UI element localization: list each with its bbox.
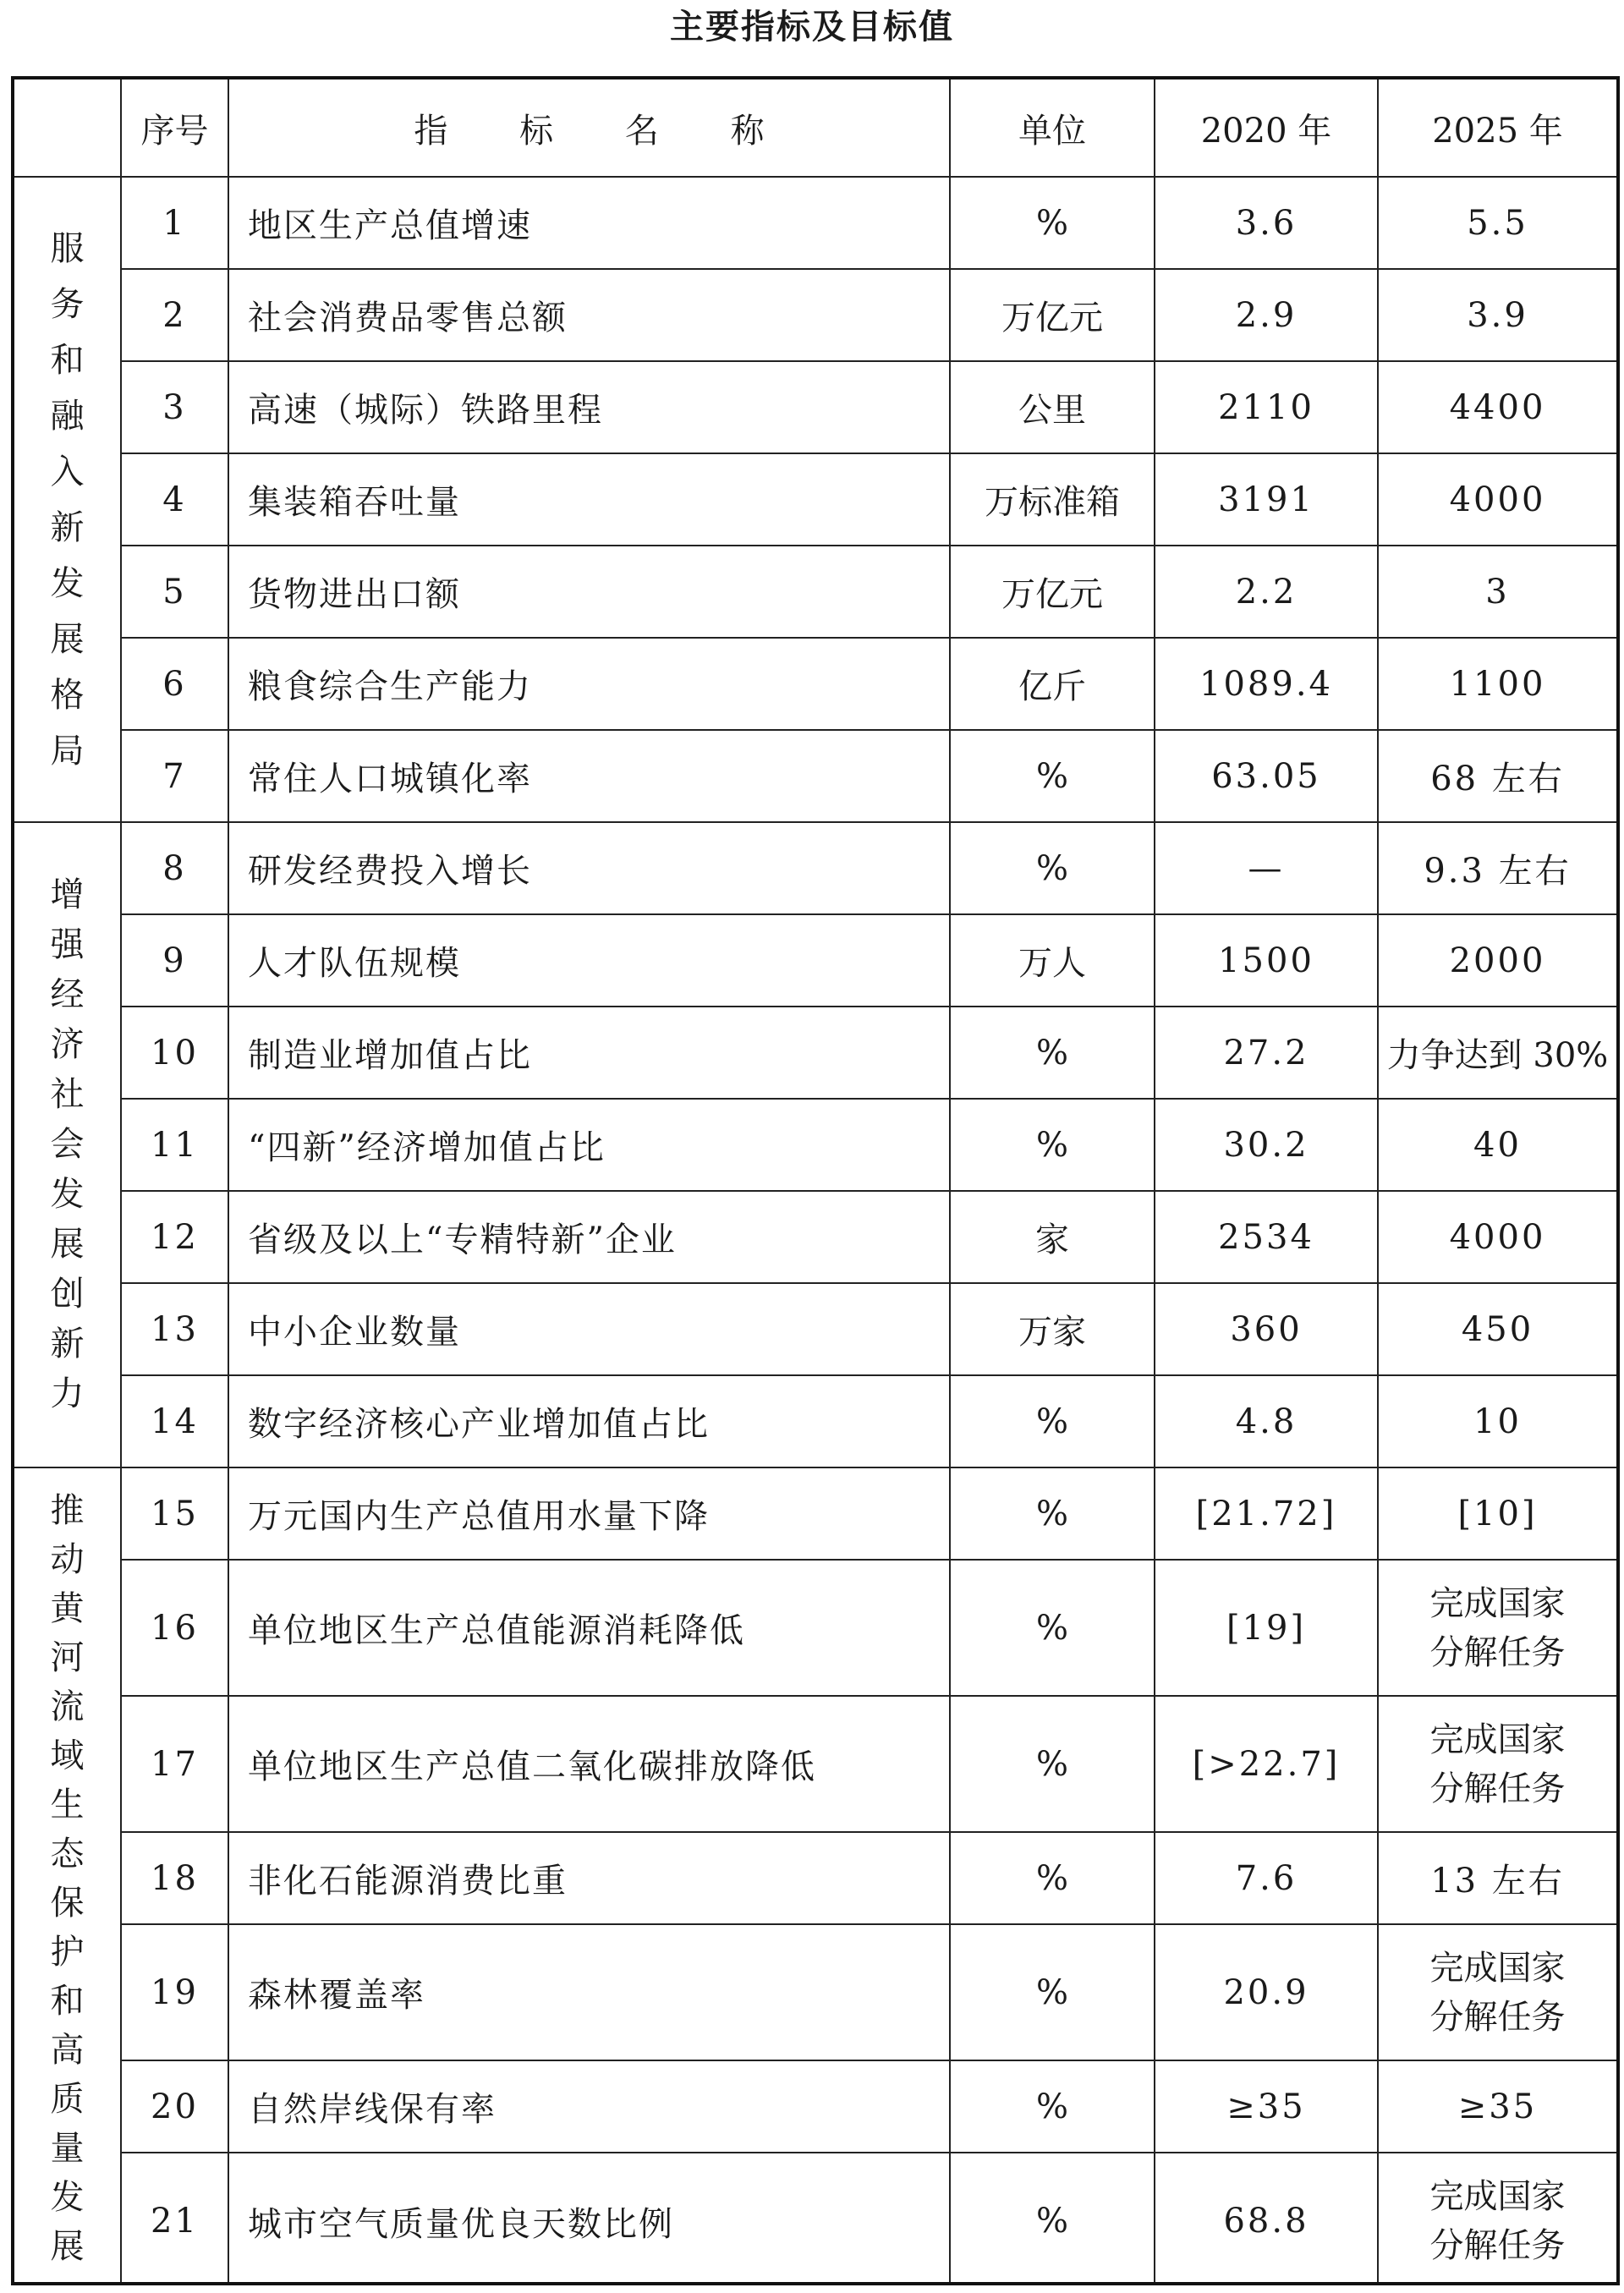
row-2020: ≥35 [1155,2060,1378,2153]
row-name: 粮食综合生产能力 [228,638,950,730]
row-seq: 7 [121,730,228,822]
row-unit: % [950,1696,1155,1832]
table-header-row [14,80,1616,177]
row-unit: % [950,1007,1155,1099]
row-2025: 1100 [1378,638,1616,730]
row-unit: 万亿元 [950,546,1155,638]
row-seq: 2 [121,269,228,361]
table-row [14,1696,1616,1832]
row-seq: 11 [121,1099,228,1191]
row-2025: 力争达到 30% [1378,1007,1616,1099]
row-2020: 2.9 [1155,269,1378,361]
row-2020: 3.6 [1155,177,1378,269]
table-row [14,914,1616,1007]
row-name: “四新”经济增加值占比 [228,1099,950,1191]
row-2020: 1089.4 [1155,638,1378,730]
row-name: 省级及以上“专精特新”企业 [228,1191,950,1283]
indicator-table [11,76,1620,2285]
row-unit: % [950,1832,1155,1924]
row-unit: 公里 [950,361,1155,453]
row-name: 自然岸线保有率 [228,2060,950,2153]
row-2025: 68 左右 [1378,730,1616,822]
row-2020: 4.8 [1155,1375,1378,1467]
header-category [14,80,121,177]
row-unit: 万亿元 [950,269,1155,361]
row-2020: 63.05 [1155,730,1378,822]
row-2025: 450 [1378,1283,1616,1375]
table-row [14,546,1616,638]
row-unit: 亿斤 [950,638,1155,730]
table-row [14,453,1616,546]
row-unit: % [950,2060,1155,2153]
row-2020: 68.8 [1155,2153,1378,2285]
row-seq: 3 [121,361,228,453]
row-2025: 5.5 [1378,177,1616,269]
row-name: 研发经费投入增长 [228,822,950,914]
row-seq: 14 [121,1375,228,1467]
row-unit: % [950,1560,1155,1696]
row-name: 制造业增加值占比 [228,1007,950,1099]
row-seq: 13 [121,1283,228,1375]
row-2025: 完成国家 分解任务 [1378,1696,1616,1832]
row-2025: 完成国家 分解任务 [1378,1924,1616,2060]
category-label-3: 推 动 黄 河 流 域 生 态 保 护 和 高 质 量 发 展 [14,1467,121,2285]
row-2025: 4000 [1378,453,1616,546]
table-row [14,177,1616,269]
row-name: 常住人口城镇化率 [228,730,950,822]
row-seq: 20 [121,2060,228,2153]
row-seq: 18 [121,1832,228,1924]
row-name: 非化石能源消费比重 [228,1832,950,1924]
row-unit: % [950,1375,1155,1467]
row-seq: 8 [121,822,228,914]
row-2025: 完成国家 分解任务 [1378,2153,1616,2285]
row-unit: % [950,822,1155,914]
row-name: 高速（城际）铁路里程 [228,361,950,453]
row-2020: 2110 [1155,361,1378,453]
row-name: 单位地区生产总值能源消耗降低 [228,1560,950,1696]
row-unit: 家 [950,1191,1155,1283]
row-seq: 19 [121,1924,228,2060]
table-row [14,1375,1616,1467]
row-seq: 4 [121,453,228,546]
row-2020: 360 [1155,1283,1378,1375]
category-label-1: 服 务 和 融 入 新 发 展 格 局 [14,177,121,822]
table-row [14,1467,1616,1560]
row-name: 集装箱吞吐量 [228,453,950,546]
row-seq: 1 [121,177,228,269]
row-2020: 2534 [1155,1191,1378,1283]
table-row [14,1283,1616,1375]
row-seq: 21 [121,2153,228,2285]
header-2025: 2025 年 [1378,80,1616,177]
header-seq: 序号 [121,80,228,177]
row-2020: 3191 [1155,453,1378,546]
row-2025: 4400 [1378,361,1616,453]
table-row [14,269,1616,361]
table-row [14,638,1616,730]
row-2020: [21.72] [1155,1467,1378,1560]
row-2020: [19] [1155,1560,1378,1696]
row-2025: 完成国家 分解任务 [1378,1560,1616,1696]
row-2020: 20.9 [1155,1924,1378,2060]
row-unit: % [950,177,1155,269]
row-2025: 3.9 [1378,269,1616,361]
row-2025: 4000 [1378,1191,1616,1283]
table-row [14,1924,1616,2060]
row-name: 森林覆盖率 [228,1924,950,2060]
row-seq: 5 [121,546,228,638]
table-row [14,1560,1616,1696]
table-row [14,361,1616,453]
table-row [14,1191,1616,1283]
row-2020: 30.2 [1155,1099,1378,1191]
row-2025: 2000 [1378,914,1616,1007]
row-name: 万元国内生产总值用水量下降 [228,1467,950,1560]
row-2020: 7.6 [1155,1832,1378,1924]
row-unit: % [950,730,1155,822]
row-name: 地区生产总值增速 [228,177,950,269]
page-title: 主要指标及目标值 [670,8,954,47]
row-unit: % [950,2153,1155,2285]
row-unit: 万人 [950,914,1155,1007]
row-name: 人才队伍规模 [228,914,950,1007]
row-name: 货物进出口额 [228,546,950,638]
table-row [14,1099,1616,1191]
row-2025: 9.3 左右 [1378,822,1616,914]
row-unit: % [950,1924,1155,2060]
table-row [14,730,1616,822]
table-row [14,2153,1616,2285]
row-2025: ≥35 [1378,2060,1616,2153]
row-name: 社会消费品零售总额 [228,269,950,361]
row-seq: 10 [121,1007,228,1099]
row-seq: 17 [121,1696,228,1832]
row-2020: 27.2 [1155,1007,1378,1099]
row-unit: 万标准箱 [950,453,1155,546]
row-2025: 13 左右 [1378,1832,1616,1924]
table-row [14,1832,1616,1924]
table-row [14,2060,1616,2153]
row-name: 数字经济核心产业增加值占比 [228,1375,950,1467]
row-2020: 1500 [1155,914,1378,1007]
row-seq: 6 [121,638,228,730]
row-seq: 16 [121,1560,228,1696]
row-2025: 3 [1378,546,1616,638]
row-unit: % [950,1099,1155,1191]
row-2025: 10 [1378,1375,1616,1467]
row-seq: 9 [121,914,228,1007]
header-name: 指 标 名 称 [228,80,950,177]
header-2020: 2020 年 [1155,80,1378,177]
header-unit: 单位 [950,80,1155,177]
row-2025: 40 [1378,1099,1616,1191]
table-row [14,822,1616,914]
category-label-2: 增 强 经 济 社 会 发 展 创 新 力 [14,822,121,1467]
row-seq: 15 [121,1467,228,1560]
row-name: 单位地区生产总值二氧化碳排放降低 [228,1696,950,1832]
row-unit: % [950,1467,1155,1560]
row-2020: 2.2 [1155,546,1378,638]
row-name: 中小企业数量 [228,1283,950,1375]
row-seq: 12 [121,1191,228,1283]
row-unit: 万家 [950,1283,1155,1375]
row-name: 城市空气质量优良天数比例 [228,2153,950,2285]
row-2025: [10] [1378,1467,1616,1560]
row-2020: — [1155,822,1378,914]
table-row [14,1007,1616,1099]
row-2020: [>22.7] [1155,1696,1378,1832]
